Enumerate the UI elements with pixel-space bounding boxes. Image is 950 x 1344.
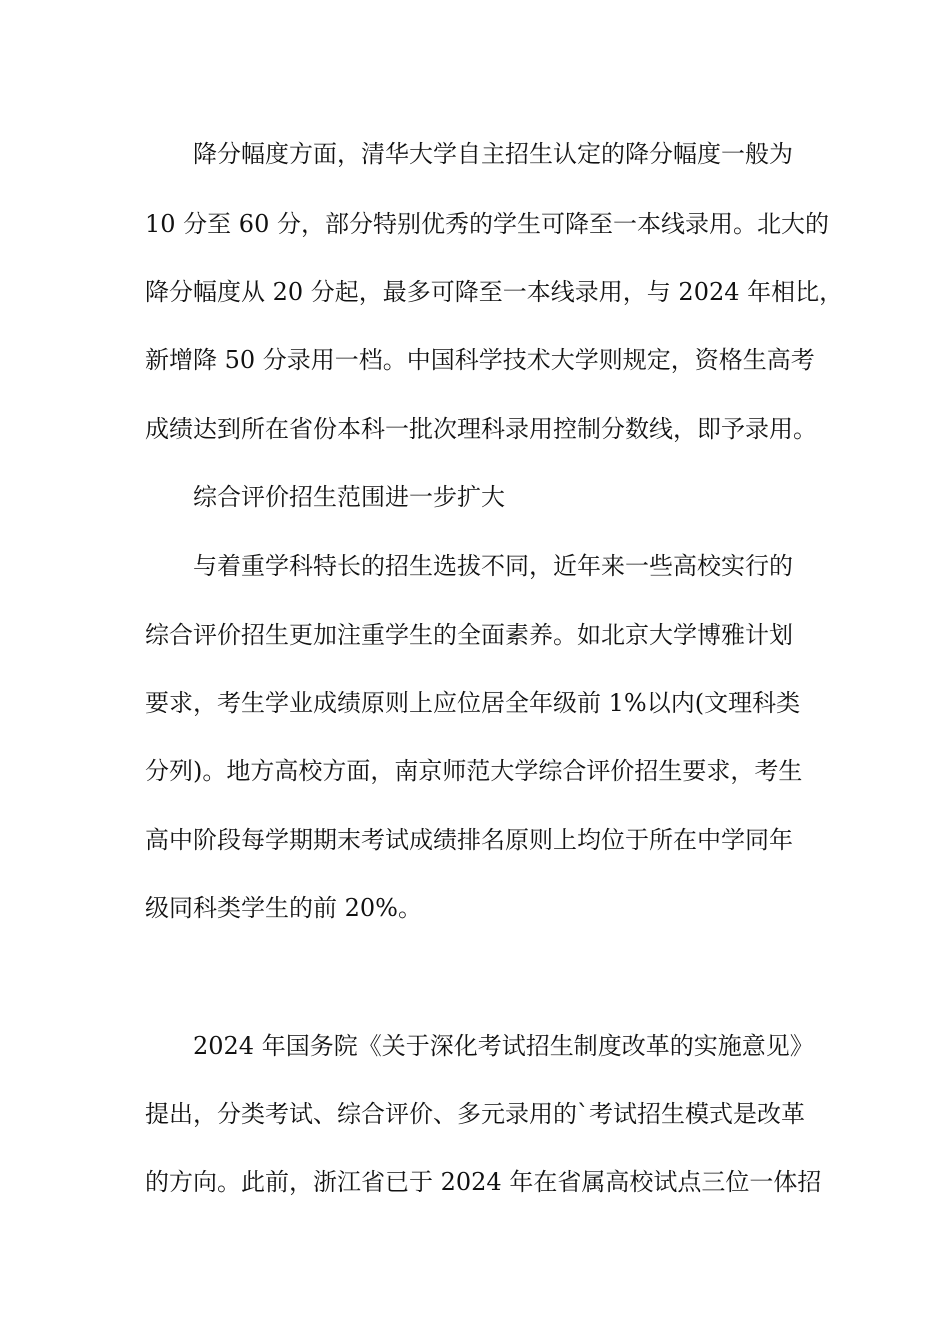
text-line: 2024 年国务院《关于深化考试招生制度改革的实施意见》	[193, 1032, 814, 1060]
heading-text: 综合评价招生范围进一步扩大	[193, 483, 505, 511]
text-line: 新增降 50 分录用一档。中国科学技术大学则规定，资格生高考	[145, 346, 815, 374]
text-line: 成绩达到所在省份本科一批次理科录用控制分数线，即予录用。	[145, 415, 817, 443]
text-line: 10 分至 60 分，部分特别优秀的学生可降至一本线录用。北大的	[145, 210, 829, 238]
text-line: 综合评价招生更加注重学生的全面素养。如北京大学博雅计划	[145, 621, 793, 649]
text-line: 与着重学科特长的招生选拔不同，近年来一些高校实行的	[193, 552, 793, 580]
text-line: 提出，分类考试、综合评价、多元录用的`考试招生模式是改革	[145, 1100, 805, 1128]
text-line: 要求，考生学业成绩原则上应位居全年级前 1%以内(文理科类	[145, 689, 801, 717]
text-line: 降分幅度方面，清华大学自主招生认定的降分幅度一般为	[193, 140, 793, 168]
text-line: 级同科类学生的前 20%。	[145, 894, 422, 922]
text-line: 降分幅度从 20 分起，最多可降至一本线录用，与 2024 年相比，	[145, 278, 844, 306]
text-line: 高中阶段每学期期末考试成绩排名原则上均位于所在中学同年	[145, 826, 793, 854]
text-line: 分列)。地方高校方面，南京师范大学综合评价招生要求，考生	[145, 757, 803, 785]
text-line: 的方向。此前，浙江省已于 2024 年在省属高校试点三位一体招	[145, 1168, 822, 1196]
